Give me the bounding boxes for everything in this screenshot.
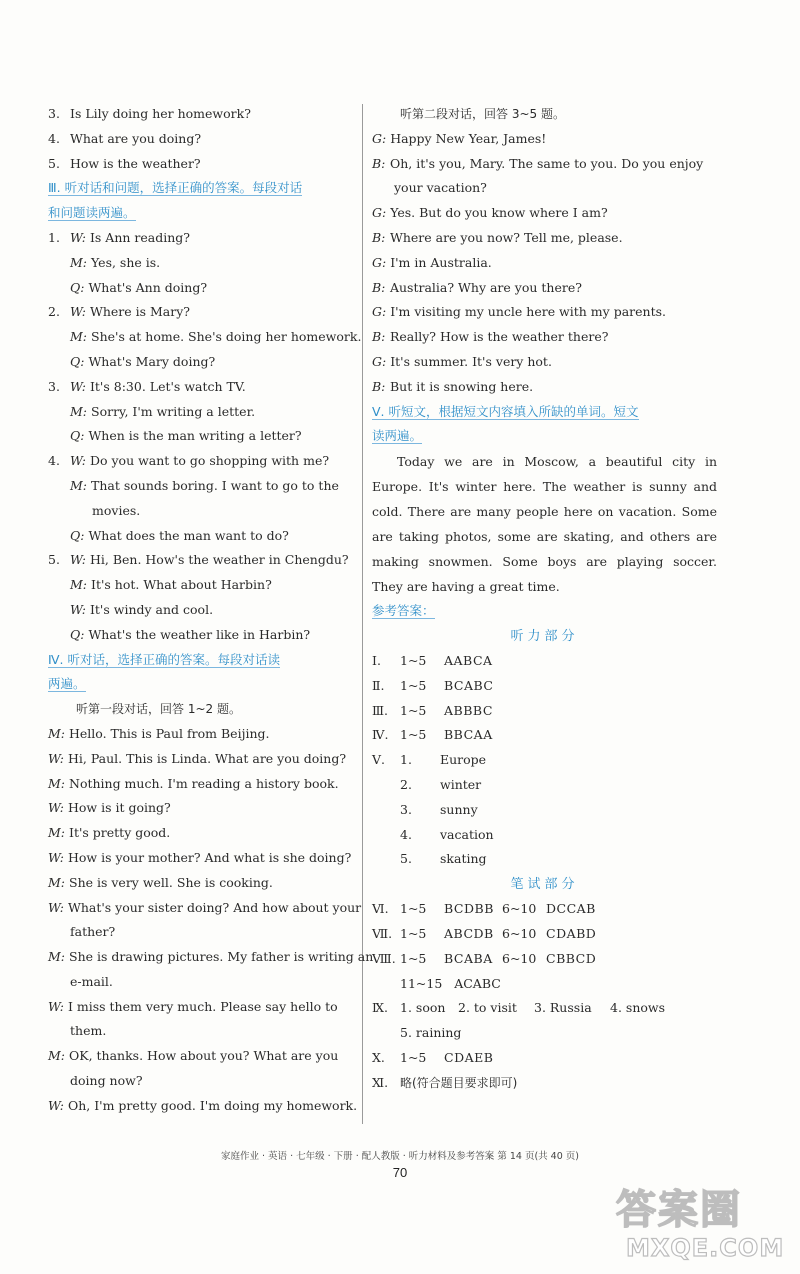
dialogue-line: 5. W: Hi, Ben. How's the weather in Chengdu? <box>48 552 349 568</box>
reference-answers-heading: 参考答案： <box>372 603 435 619</box>
dialogue-line: M: Hello. This is Paul from Beijing. <box>48 725 270 741</box>
section-4-heading-cont: 两遍。 <box>48 676 86 692</box>
dialogue-line: Q: What's the weather like in Harbin? <box>70 626 311 642</box>
dialogue-line: W: How is your mother? And what is she doing? <box>48 849 352 865</box>
dialogue-line: M: She is drawing pictures. My father is writing an <box>48 949 374 965</box>
answer-row: Ⅷ. 1~5 BCABA 6~10 CBBCD <box>372 950 597 966</box>
answer-row: Ⅵ. 1~5 BCDBB 6~10 DCCAB <box>372 901 596 917</box>
conversation-1-intro: 听第一段对话，回答 1~2 题。 <box>76 702 241 717</box>
answer-row: Ⅸ. 1. soon 2. to visit 3. Russia 4. snows <box>372 1000 666 1016</box>
right-column <box>372 102 717 1096</box>
section-5-heading-cont: 读两遍。 <box>372 428 423 444</box>
column-divider <box>362 104 363 1124</box>
dialogue-line: M: It's pretty good. <box>48 825 171 841</box>
answer-row: 3. sunny <box>400 801 478 817</box>
written-section-heading: 笔试部分 <box>510 877 579 893</box>
dialogue-line: W: How is it going? <box>48 800 171 816</box>
section-3-heading-cont: 和问题读两遍。 <box>48 205 136 221</box>
dialogue-line: Q: When is the man writing a letter? <box>70 428 302 444</box>
answer-row: Ⅱ. 1~5 BCABC <box>372 677 494 693</box>
dialogue-line: M: Sorry, I'm writing a letter. <box>70 403 256 419</box>
answer-row: Ⅰ. 1~5 AABCA <box>372 652 493 668</box>
dialogue-line: G: I'm visiting my uncle here with my parents. <box>372 304 666 320</box>
dialogue-line: M: It's hot. What about Harbin? <box>70 577 272 593</box>
dialogue-line: W: What's your sister doing? And how about your <box>48 899 362 915</box>
dialogue-line: 3. W: It's 8:30. Let's watch TV. <box>48 378 246 394</box>
dialogue-line: W: Hi, Paul. This is Linda. What are you doing? <box>48 750 347 766</box>
question-line: 3. Is Lily doing her homework? <box>48 106 251 121</box>
answer-row: 4. vacation <box>400 826 494 842</box>
dialogue-line: M: She's at home. She's doing her homework. <box>70 329 362 345</box>
answer-row: Ⅲ. 1~5 ABBBC <box>372 702 493 718</box>
answer-row: 5. skating <box>400 851 487 867</box>
footer-caption: 家庭作业 · 英语 · 七年级 · 下册 · 配人教版 · 听力材料及参考答案 第 14 页(共 40 页) <box>221 1151 579 1162</box>
question-line: 4. What are you doing? <box>48 130 202 146</box>
watermark-logo: 答案圈 <box>616 1187 742 1233</box>
dialogue-line: your vacation? <box>394 180 487 196</box>
dialogue-line: M: That sounds boring. I want to go to the <box>70 477 339 493</box>
answer-row: Ⅴ. 1. Europe <box>372 752 487 768</box>
dialogue-line: W: It's windy and cool. <box>70 601 214 617</box>
dialogue-line: Q: What's Mary doing? <box>70 353 216 369</box>
dialogue-line: doing now? <box>70 1073 143 1089</box>
answer-row: 5. raining <box>400 1025 462 1041</box>
dialogue-line: father? <box>70 924 116 940</box>
section-4-heading: Ⅳ. 听对话，选择正确的答案。每段对话读 <box>48 651 280 667</box>
dialogue-line: B: But it is snowing here. <box>372 378 534 394</box>
dialogue-line: them. <box>70 1023 107 1039</box>
dialogue-line: B: Oh, it's you, Mary. The same to you. Do you enjoy <box>372 155 704 171</box>
conversation-2-intro: 听第二段对话，回答 3~5 题。 <box>400 107 565 121</box>
dialogue-line: G: It's summer. It's very hot. <box>372 353 552 369</box>
section-5-heading: Ⅴ. 听短文，根据短文内容填入所缺的单词。短文 <box>372 403 639 419</box>
section-3-heading: Ⅲ. 听对话和问题，选择正确的答案。每段对话 <box>48 180 303 196</box>
answer-row: 11~15 ACABC <box>400 975 501 991</box>
dialogue-line: W: I miss them very much. Please say hello to <box>48 998 338 1014</box>
page-number: 70 <box>392 1165 408 1180</box>
dialogue-line: M: OK, thanks. How about you? What are you <box>48 1048 339 1064</box>
dialogue-line: G: Yes. But do you know where I am? <box>372 205 608 221</box>
question-line: 5. How is the weather? <box>48 155 201 171</box>
dialogue-line: 1. W: Is Ann reading? <box>48 229 190 245</box>
dialogue-line: Q: What's Ann doing? <box>70 279 208 295</box>
dialogue-line: W: Oh, I'm pretty good. I'm doing my homework. <box>48 1097 358 1113</box>
dialogue-line: B: Australia? Why are you there? <box>372 279 582 295</box>
passage: Today we are in Moscow, a beautiful city in Europe. It's winter here. The weather is sunny and cold. There are many people here on vacation. Some are taking photos, some are skating, and others are making snowmen. Some boys are playing soccer. They are having a great time. <box>372 454 717 595</box>
dialogue-line: Q: What does the man want to do? <box>70 527 289 543</box>
dialogue-line: M: Yes, she is. <box>70 254 161 270</box>
dialogue-line: B: Really? How is the weather there? <box>372 329 609 345</box>
dialogue-line: e-mail. <box>70 973 113 989</box>
dialogue-line: movies. <box>92 502 141 518</box>
dialogue-line: G: Happy New Year, James! <box>372 130 547 146</box>
answer-row: Ⅳ. 1~5 BBCAA <box>372 727 493 743</box>
listening-section-heading: 听力部分 <box>510 628 579 644</box>
answer-row: Ⅶ. 1~5 ABCDB 6~10 CDABD <box>372 925 597 941</box>
dialogue-line: M: Nothing much. I'm reading a history book. <box>48 775 339 791</box>
dialogue-line: G: I'm in Australia. <box>372 254 492 270</box>
dialogue-line: M: She is very well. She is cooking. <box>48 874 273 890</box>
answer-row: Ⅺ. 略(符合题目要求即可) <box>372 1074 518 1090</box>
dialogue-line: 4. W: Do you want to go shopping with me? <box>48 453 330 469</box>
dialogue-line: B: Where are you now? Tell me, please. <box>372 229 623 245</box>
answer-row: 2. winter <box>400 776 482 792</box>
watermark-url: MXQE.COM <box>626 1234 785 1262</box>
left-column <box>48 102 374 1119</box>
answer-row: Ⅹ. 1~5 CDAEB <box>372 1049 494 1065</box>
dialogue-line: 2. W: Where is Mary? <box>48 304 190 320</box>
